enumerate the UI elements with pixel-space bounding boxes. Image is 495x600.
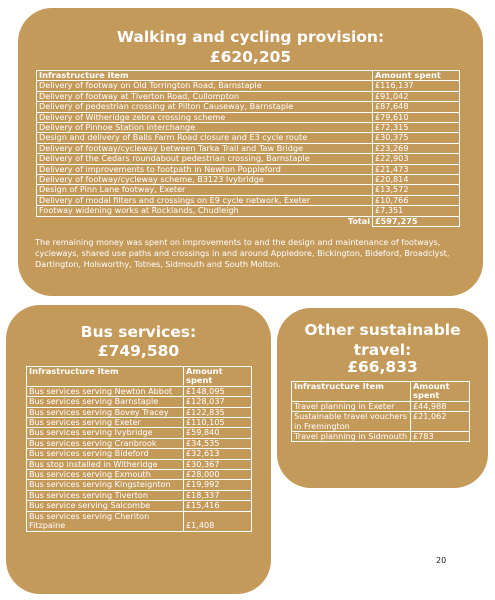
- table-row: [27, 397, 252, 407]
- row-amount: £128,037: [184, 397, 252, 407]
- table-row: [292, 412, 470, 432]
- table-row: [27, 480, 252, 490]
- table-row: [292, 401, 470, 411]
- bus-table-header: [27, 367, 252, 387]
- row-item: Bus services serving Kingsteignton: [27, 480, 184, 490]
- row-amount: £28,000: [184, 470, 252, 480]
- table-row: [27, 386, 252, 396]
- table-row: [27, 501, 252, 511]
- total-label: Total: [37, 216, 373, 226]
- row-item: Bus service serving Salcombe: [27, 501, 184, 511]
- table-row: [37, 185, 460, 195]
- page-number: 20: [436, 556, 447, 565]
- table-row: [37, 123, 460, 133]
- row-amount: £19,992: [184, 480, 252, 490]
- row-item: Bus services serving Cranbrook: [27, 438, 184, 448]
- row-amount: £44,988: [411, 401, 470, 411]
- table-row: [27, 490, 252, 500]
- row-item: Travel planning in Sidmouth: [292, 432, 411, 442]
- row-item: Bus services serving Newton Abbot: [27, 386, 184, 396]
- table-row: [37, 91, 460, 101]
- row-amount: £23,269: [373, 143, 460, 153]
- row-item: Bus services serving Tiverton: [27, 490, 184, 500]
- row-item: Delivery of Pinhoe Station interchange: [37, 123, 373, 133]
- row-item: Sustainable travel vouchers in Fremington: [292, 412, 411, 432]
- other-travel-panel: [277, 308, 488, 488]
- row-amount: £30,367: [184, 459, 252, 469]
- table-row: [37, 175, 460, 185]
- row-amount: £148,095: [184, 386, 252, 396]
- row-item: Delivery of pedestrian crossing at Pilton Causeway, Barnstaple: [37, 102, 373, 112]
- row-item: Bus services serving Bideford: [27, 449, 184, 459]
- row-amount: £79,610: [373, 112, 460, 122]
- row-item: Delivery of footway/cycleway between Tarka Trail and Taw Bridge: [37, 143, 373, 153]
- row-amount: £13,572: [373, 185, 460, 195]
- bus-services-panel: [6, 305, 271, 594]
- row-amount: £59,840: [184, 428, 252, 438]
- col-header-item: Infrastructure Item: [292, 382, 411, 402]
- walking-title: Walking and cycling provision:: [116, 28, 385, 46]
- walking-amount: £620,205: [209, 48, 292, 66]
- row-amount: £116,137: [373, 81, 460, 91]
- table-row: [37, 112, 460, 122]
- other-table: [291, 381, 470, 442]
- table-row: [37, 195, 460, 205]
- row-amount: £1,408: [184, 511, 252, 531]
- bus-table: [26, 366, 252, 532]
- col-header-item: Infrastructure item: [27, 367, 184, 387]
- row-amount: £7,351: [373, 206, 460, 216]
- table-row: [27, 470, 252, 480]
- row-item: Bus services serving Cheriton Fitzpaine: [27, 511, 184, 531]
- row-amount: £15,416: [184, 501, 252, 511]
- bus-amount: £749,580: [97, 342, 180, 360]
- row-item: Bus services serving Exeter: [27, 418, 184, 428]
- row-amount: £34,535: [184, 438, 252, 448]
- table-row: [37, 102, 460, 112]
- table-row: [27, 418, 252, 428]
- row-amount: £30,375: [373, 133, 460, 143]
- row-amount: £91,042: [373, 91, 460, 101]
- row-amount: £20,814: [373, 175, 460, 185]
- row-item: Footway widening works at Rocklands, Chudleigh: [37, 206, 373, 216]
- row-item: Bus services serving Exmouth: [27, 470, 184, 480]
- table-row: [37, 133, 460, 143]
- row-amount: £72,315: [373, 123, 460, 133]
- row-amount: £122,835: [184, 407, 252, 417]
- table-row: [292, 432, 470, 442]
- other-amount: £66,833: [347, 358, 418, 376]
- row-amount: £32,613: [184, 449, 252, 459]
- row-item: Bus stop installed in Witheridge: [27, 459, 184, 469]
- table-row: [27, 459, 252, 469]
- table-row: [37, 164, 460, 174]
- row-item: Delivery of footway/cycleway scheme, B3123 Ivybridge: [37, 175, 373, 185]
- total-row: [37, 216, 460, 226]
- walking-table: [36, 70, 460, 227]
- bus-title: Bus services:: [80, 323, 197, 341]
- table-row: [37, 154, 460, 164]
- table-row: [37, 81, 460, 91]
- total-value: £597,275: [373, 216, 460, 226]
- row-amount: £87,648: [373, 102, 460, 112]
- table-row: [27, 407, 252, 417]
- row-item: Delivery of modal filters and crossings on E9 cycle network, Exeter: [37, 195, 373, 205]
- row-amount: £783: [411, 432, 470, 442]
- other-title: Other sustainable travel:: [304, 321, 461, 359]
- row-item: Delivery of footway on Old Torrington Road, Barnstaple: [37, 81, 373, 91]
- table-row: [27, 428, 252, 438]
- row-item: Delivery of improvements to footpath in Newton Poppleford: [37, 164, 373, 174]
- col-header-amount: Amount spent: [184, 367, 252, 387]
- row-item: Delivery of footway at Tiverton Road, Cullompton: [37, 91, 373, 101]
- table-row: [37, 206, 460, 216]
- table-row: [27, 438, 252, 448]
- row-item: Delivery of the Cedars roundabout pedestrian crossing, Barnstaple: [37, 154, 373, 164]
- row-item: Design and delivery of Balls Farm Road closure and E3 cycle route: [37, 133, 373, 143]
- col-header-amount: Amount spent: [373, 71, 460, 81]
- row-amount: £21,062: [411, 412, 470, 432]
- walking-cycling-panel: [18, 8, 483, 296]
- row-item: Delivery of Witheridge zebra crossing scheme: [37, 112, 373, 122]
- other-table-header: [292, 382, 470, 402]
- table-row: [27, 511, 252, 531]
- row-amount: £110,105: [184, 418, 252, 428]
- col-header-amount: Amount spent: [411, 382, 470, 402]
- row-item: Design of Pinn Lane footway, Exeter: [37, 185, 373, 195]
- row-amount: £22,903: [373, 154, 460, 164]
- row-amount: £18,337: [184, 490, 252, 500]
- col-header-item: Infrastructure item: [37, 71, 373, 81]
- table-row: [27, 449, 252, 459]
- row-amount: £10,766: [373, 195, 460, 205]
- row-item: Bus services serving Bovey Tracey: [27, 407, 184, 417]
- row-amount: £21,473: [373, 164, 460, 174]
- walking-note: The remaining money was spent on improvements to and the design and maintenance of footways, cycleways, shared use paths and crossings in and around Appledore, Bickington, Bideford, Broadclyst, Dartington, Holsworthy, Totnes, Sidmouth and South Molton.: [35, 237, 450, 269]
- row-item: Bus services serving Ivybridge: [27, 428, 184, 438]
- row-item: Travel planning in Exeter: [292, 401, 411, 411]
- table-row: [37, 143, 460, 153]
- walking-table-header: [37, 71, 460, 81]
- row-item: Bus services serving Barnstaple: [27, 397, 184, 407]
